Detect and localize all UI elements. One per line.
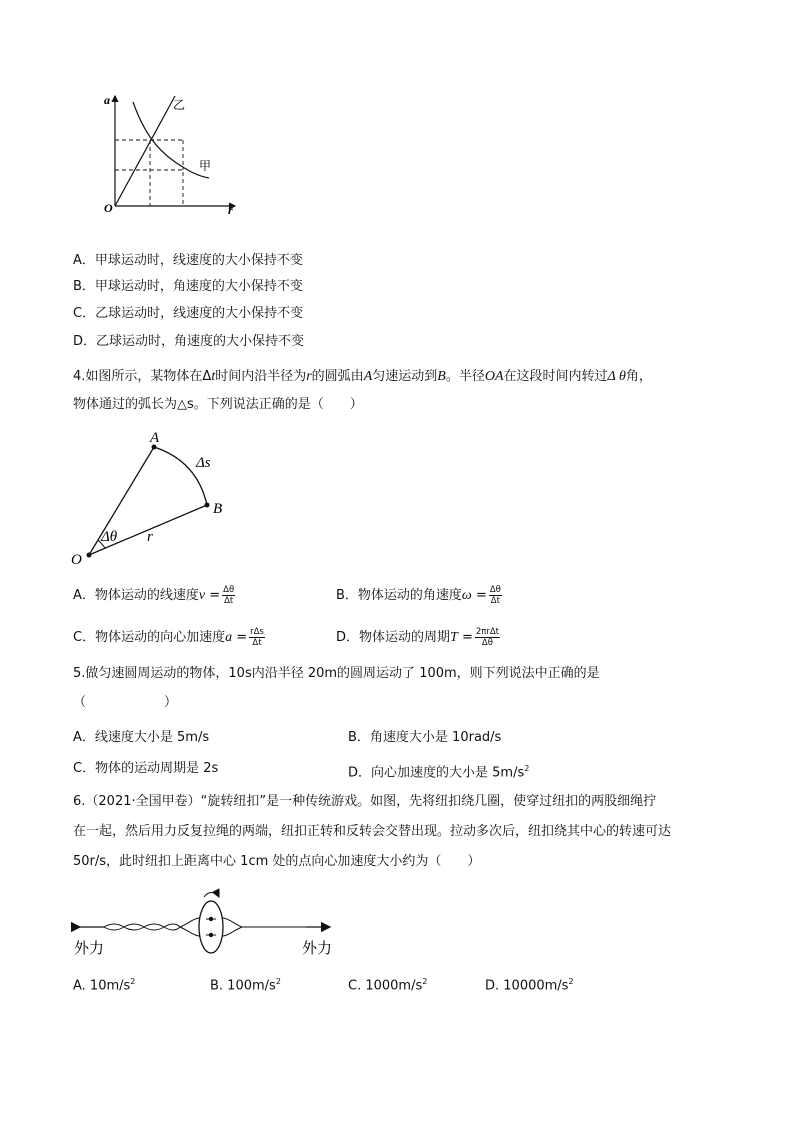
q4-figure (65, 425, 240, 570)
q6-option-c (348, 973, 427, 995)
q4-option-d-text: D．物体运动的周期 (336, 630, 451, 645)
fraction-numerator: rΔs (250, 627, 264, 637)
q4-option-c-var: a (225, 630, 233, 645)
q4-option-b-text: B．物体运动的角速度 (336, 588, 462, 603)
q4-stem-symbol: t (211, 369, 216, 384)
q4-stem-text: 时间内沿半径为 (215, 369, 307, 384)
q4-stem-symbol: A (363, 369, 373, 384)
q4-point-o (87, 553, 92, 558)
q4-stem-symbol: r (306, 369, 312, 384)
q4-option-c-eq: = (232, 630, 248, 645)
fraction-denominator: Δt (224, 596, 234, 606)
q4-stem-text: 匀速运动到 (372, 369, 438, 384)
q4-label-b: B (213, 501, 223, 517)
q4-radius-oa (89, 447, 154, 555)
q6-option-c-text: C. 1000m/s (348, 978, 423, 994)
q4-option-c (73, 627, 267, 648)
q5-option-d-sup: 2 (524, 764, 530, 773)
q4-label-ds: Δs (196, 455, 211, 471)
q4-stem-symbol: B (437, 369, 446, 384)
q4-stem-text: 在这段时间内转过 (503, 369, 608, 384)
q6-button (199, 901, 223, 953)
q6-stem-line3: 50r/s，此时纽扣上距离中心 1cm 处的点向心加速度大小约为（ ） (73, 854, 481, 869)
q4-option-d-var: T (450, 630, 458, 645)
q4-option-c-text: C．物体运动的向心加速度 (73, 630, 226, 645)
q3-curve-yi-label: 乙 (173, 98, 186, 112)
q6-figure (70, 885, 345, 960)
fraction-denominator: Δθ (481, 638, 493, 648)
q5-stem-line1: 5.做匀速圆周运动的物体，10s内沿半径 20m的圆周运动了 100m，则下列说法中正确的是 (73, 666, 600, 681)
q6-option-d (485, 973, 574, 995)
q4-stem-line1 (73, 368, 652, 386)
q5-option-b: B．角速度大小是 10rad/s (348, 730, 502, 745)
q4-option-b (336, 585, 504, 606)
q4-option-a-fraction (222, 585, 235, 606)
q6-option-a (73, 973, 135, 995)
q3-curve-jia-label: 甲 (199, 159, 212, 173)
q6-option-c-sup: 2 (422, 977, 428, 986)
q6-stem-line2: 在一起，然后用力反复拉绳的两端，纽扣正转和反转会交替出现。拉动多次后，纽扣绕其中心的转速可达 (73, 824, 672, 839)
fraction-numerator: Δθ (489, 585, 501, 595)
q4-stem-line2: 物体通过的弧长为△s。下列说法正确的是（ ） (73, 397, 363, 412)
q4-option-d-eq: = (457, 630, 473, 645)
q4-option-b-var: ω (461, 588, 472, 603)
q5-option-c: C．物体的运动周期是 2s (73, 761, 219, 776)
q3-option-b: B．甲球运动时，角速度的大小保持不变 (73, 279, 303, 294)
q4-stem-text: 。半径 (445, 369, 485, 384)
q6-stem-line1: 6.（2021·全国甲卷）“旋转纽扣”是一种传统游戏。如图，先将纽扣绕几圈，使穿过纽扣的两股细绳拧 (73, 794, 657, 809)
q6-option-b-text: B. 100m/s (210, 978, 276, 994)
q3-y-label: a (104, 93, 110, 107)
q4-option-d-fraction (475, 627, 500, 648)
q4-label-o: O (71, 552, 82, 568)
q6-option-a-sup: 2 (130, 977, 136, 986)
q4-stem-text: 角， (625, 369, 652, 384)
q4-stem-symbol: OA (484, 369, 504, 384)
q3-line-yi (115, 96, 175, 206)
q4-option-a-eq: = (205, 588, 221, 603)
q5-option-d-text: D．向心加速度的大小是 5m/s (348, 765, 525, 781)
q5-stem-line2: （ ） (73, 695, 178, 710)
q6-option-b-sup: 2 (275, 977, 281, 986)
q4-stem-text: 的圆弧由 (311, 369, 364, 384)
q5-option-d (348, 760, 529, 782)
q4-option-a-var: v (198, 588, 206, 603)
q3-option-c: C．乙球运动时，线速度的大小保持不变 (73, 306, 304, 321)
q3-origin-label: O (104, 201, 113, 215)
q4-stem-symbol: Δ (202, 369, 212, 384)
q4-option-b-eq: = (471, 588, 487, 603)
q3-option-d: D．乙球运动时，角速度的大小保持不变 (73, 334, 305, 349)
q4-stem-symbol: Δ θ (607, 369, 626, 384)
q6-option-d-sup: 2 (568, 977, 574, 986)
fraction-denominator: Δt (252, 638, 262, 648)
fraction-denominator: Δt (490, 596, 500, 606)
q6-option-d-text: D. 10000m/s (485, 978, 569, 994)
q4-option-b-fraction (489, 585, 502, 606)
q4-point-b (205, 503, 210, 508)
q6-option-b (210, 973, 281, 995)
q4-option-c-fraction (249, 627, 265, 648)
q4-label-r: r (147, 529, 153, 545)
q3-x-label: r (228, 203, 233, 217)
q4-label-dtheta: Δθ (101, 529, 118, 545)
q4-label-a: A (150, 430, 160, 446)
q3-graph (95, 90, 245, 220)
q6-left-force-label: 外力 (74, 941, 105, 957)
q4-option-a (73, 585, 237, 606)
q6-button-hole-bottom (209, 933, 213, 937)
fraction-numerator: 2πrΔt (475, 627, 500, 637)
q5-option-a: A．线速度大小是 5m/s (73, 730, 210, 745)
q3-option-a: A．甲球运动时，线速度的大小保持不变 (73, 253, 303, 268)
q6-button-hole-top (209, 917, 213, 921)
q4-option-d (336, 627, 502, 648)
q6-rotation-arrow (204, 893, 219, 898)
q4-option-a-text: A．物体运动的线速度 (73, 588, 199, 603)
q4-stem-text: 4.如图所示，某物体在 (73, 369, 203, 384)
fraction-numerator: Δθ (223, 585, 235, 595)
q6-option-a-text: A. 10m/s (73, 978, 131, 994)
q6-right-force-label: 外力 (302, 941, 333, 957)
